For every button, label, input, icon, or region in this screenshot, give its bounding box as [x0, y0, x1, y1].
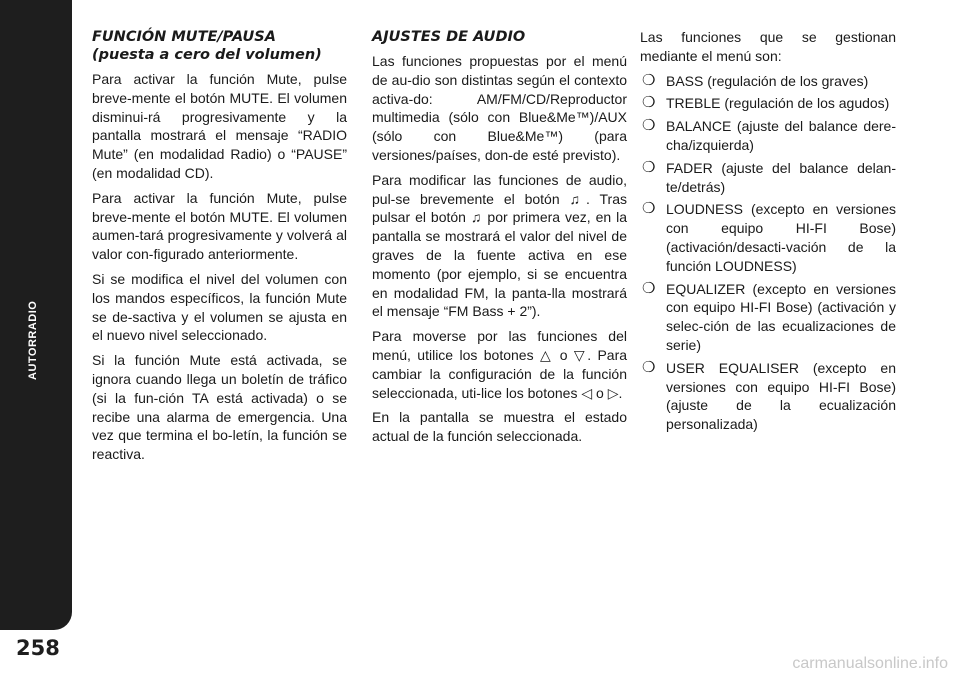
- audio-paragraph-1: Las funciones propuestas por el menú de au-dio son distintas según el contexto activa-do: AM/FM/CD/Reproductor multimedia (sólo con Blue&Me™)/AUX (sólo con Blue&Me™) (para versiones/países, don-de esté previsto).: [372, 53, 627, 163]
- list-item: [640, 117, 896, 155]
- page-number: 258: [16, 636, 60, 660]
- list-item: [640, 200, 896, 275]
- list-item: [640, 94, 896, 113]
- list-item: [640, 359, 896, 434]
- audio-p3-text-b: o: [559, 346, 568, 363]
- audio-p3-text-c: . Para cambiar la configuración de la función seleccionada, uti-lice los botones: [372, 346, 628, 401]
- music-note-icon: ♫: [470, 209, 483, 226]
- bullet-icon: ❍: [642, 117, 656, 135]
- bullet-icon: ❍: [642, 158, 656, 176]
- heading-audio-settings: AJUSTES DE AUDIO: [372, 29, 526, 45]
- bullet-icon: ❍: [642, 200, 656, 218]
- bullet-icon: ❍: [642, 358, 656, 376]
- audio-p2-text-a: Para modificar las funciones de audio, pul-se brevemente el botón: [372, 171, 627, 207]
- menu-function-list: [640, 72, 896, 434]
- column-mute: [92, 28, 347, 470]
- list-item: [640, 72, 896, 91]
- audio-paragraph-2: [372, 171, 627, 321]
- audio-p2-text-b: . Tras pulsar el botón: [372, 190, 628, 226]
- audio-p3-text-a: Para moverse por las funciones del menú, utilice los botones: [372, 328, 627, 363]
- list-item-text: BASS (regulación de los graves): [666, 72, 869, 89]
- mute-paragraph-2: Para activar la función Mute, pulse breve-mente el botón MUTE. El volumen aumen-tará progresivamente y volverá al valor con-figurado anteriormente.: [92, 189, 347, 263]
- audio-p3-text-d: o: [596, 384, 604, 401]
- list-item: [640, 280, 896, 355]
- list-item-text: BALANCE (ajuste del balance dere-cha/izquierda): [666, 118, 896, 153]
- bullet-icon: ❍: [642, 71, 656, 89]
- list-item-text: EQUALIZER (excepto en versiones con equipo HI-FI Bose) (activación y selec-ción de las ecualizaciones de serie): [666, 280, 896, 353]
- menu-intro: Las funciones que se gestionan mediante el menú son:: [640, 29, 896, 64]
- bullet-icon: ❍: [642, 279, 656, 297]
- music-note-icon: ♫: [569, 190, 587, 207]
- arrow-up-icon: △: [540, 346, 554, 363]
- mute-paragraph-4: Si la función Mute está activada, se ignora cuando llega un boletín de tráfico (si la fun-ción TA está activada) o se recibe una alarma de emergencia. Una vez que termina el bo-letín, la función se reactiva.: [92, 352, 347, 463]
- watermark: carmanualsonline.info: [792, 655, 948, 672]
- arrow-left-icon: ◁: [581, 384, 593, 401]
- arrow-down-icon: ▽: [573, 346, 588, 363]
- audio-p2-text-c: por primera vez, en la pantalla se mostrará el valor del nivel de graves de la fuente activa en ese momento (por ejemplo, si se encuentra en modalidad FM, la panta-lla mostrará el mensaje “FM Bass + 2”).: [372, 209, 628, 320]
- column-menu-functions: [640, 28, 896, 438]
- list-item-text: LOUDNESS (excepto en versiones con equipo HI-FI Bose) (activación/desacti-vación de la función LOUDNESS): [666, 201, 896, 274]
- section-label: AUTORRADIO: [27, 300, 39, 380]
- audio-paragraph-4: En la pantalla se muestra el estado actual de la función seleccionada.: [372, 409, 627, 445]
- list-item-text: USER EQUALISER (excepto en versiones con equipo HI-FI Bose) (ajuste de la ecualización personalizada): [666, 359, 896, 433]
- mute-paragraph-3: Si se modifica el nivel del volumen con los mandos específicos, la función Mute se de-sactiva y el volumen se ajusta en el nuevo nivel seleccionado.: [92, 270, 347, 344]
- bullet-icon: ❍: [642, 94, 656, 112]
- audio-p3-text-e: .: [618, 384, 623, 401]
- audio-paragraph-3: [372, 327, 627, 402]
- heading-mute: [92, 28, 347, 64]
- list-item: [640, 159, 896, 197]
- heading-mute-line2: (puesta a cero del volumen): [92, 47, 322, 63]
- heading-mute-line1: FUNCIÓN MUTE/PAUSA: [92, 29, 276, 45]
- side-tab: [0, 0, 72, 630]
- column-audio-settings: [372, 28, 627, 452]
- list-item-text: FADER (ajuste del balance delan-te/detrás): [666, 159, 896, 195]
- list-item-text: TREBLE (regulación de los agudos): [666, 95, 890, 112]
- mute-paragraph-1: Para activar la función Mute, pulse breve-mente el botón MUTE. El volumen disminui-rá progresivamente y la pantalla mostrará el mensaje “RADIO Mute” (en modalidad Radio) o “PAUSE” (en modalidad CD).: [92, 71, 347, 181]
- arrow-right-icon: ▷: [607, 384, 619, 401]
